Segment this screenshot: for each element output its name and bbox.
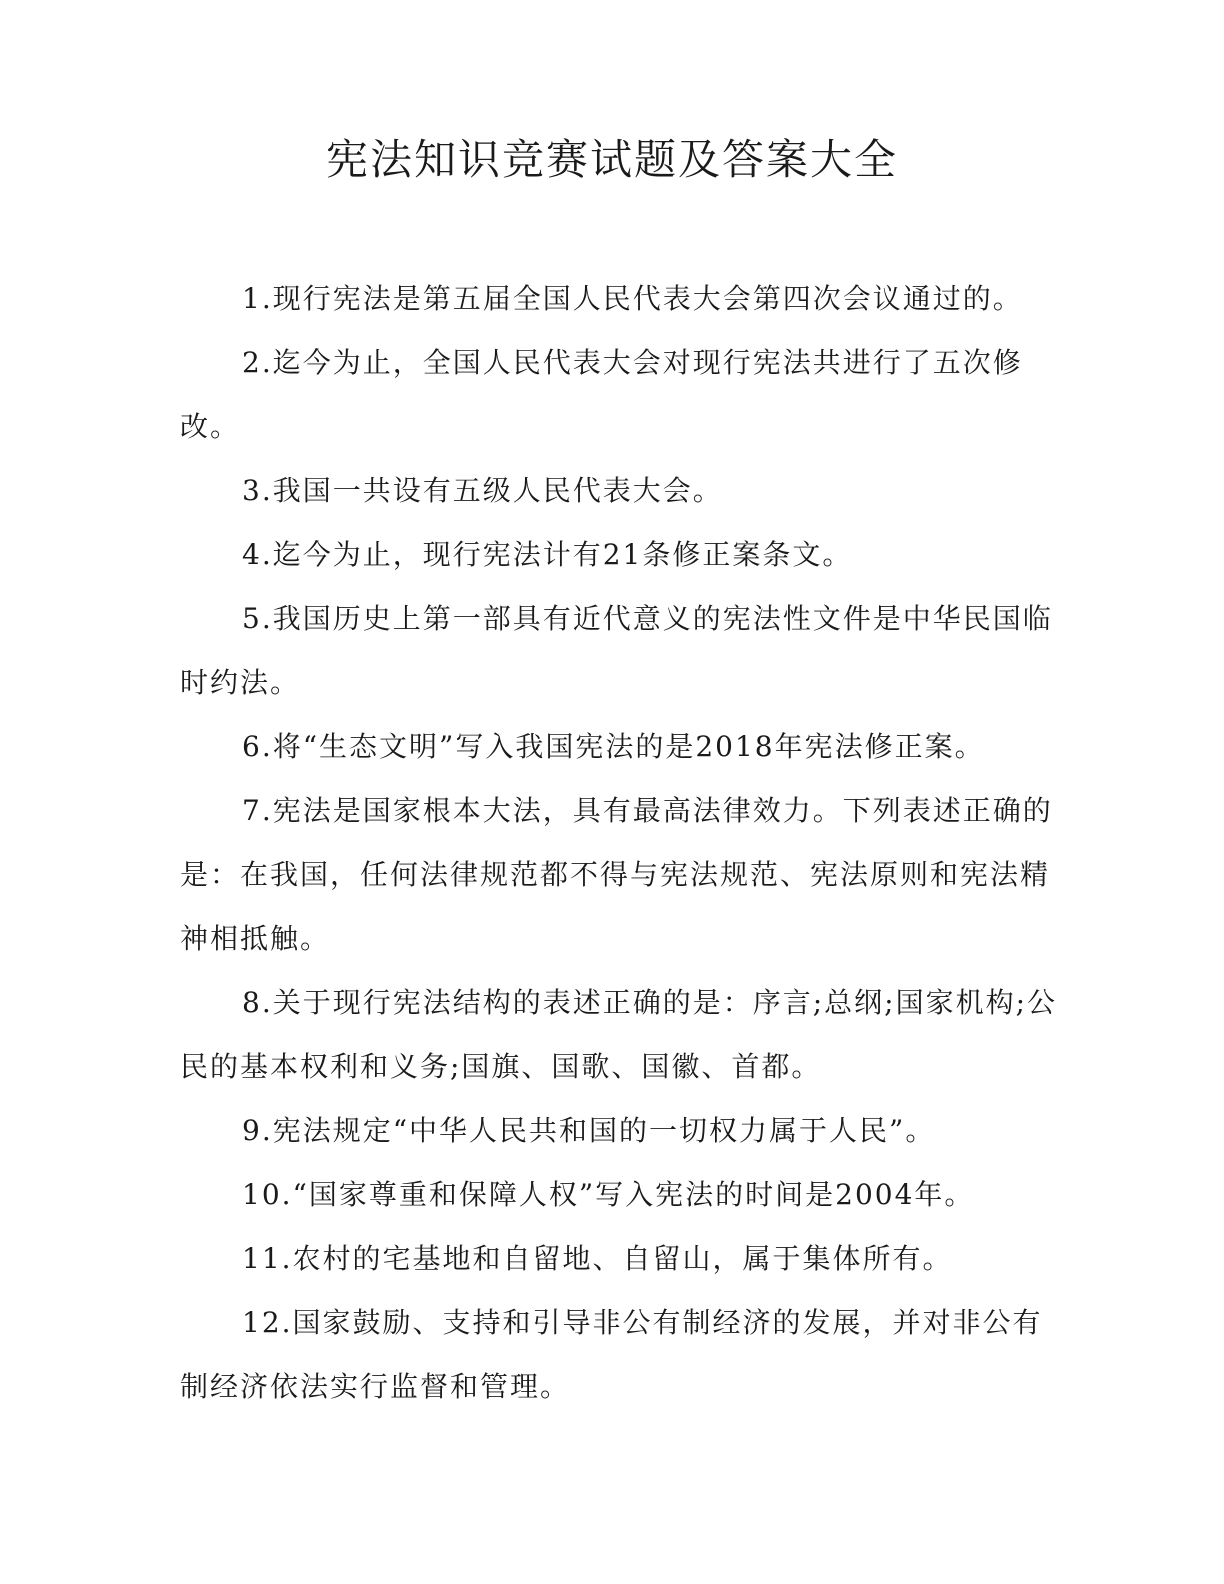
- paragraph-2: 2.迄今为止，全国人民代表大会对现行宪法共进行了五次修改。: [180, 346, 1023, 443]
- paragraph-1: 1.现行宪法是第五届全国人民代表大会第四次会议通过的。: [242, 282, 1023, 315]
- paragraph-7: 7.宪法是国家根本大法，具有最高法律效力。下列表述正确的是：在我国，任何法律规范都不得与宪法规范、宪法原则和宪法精神相抵触。: [180, 794, 1053, 955]
- document-title: 宪法知识竞赛试题及答案大全: [325, 135, 898, 184]
- paragraph-9: 9.宪法规定“中华人民共和国的一切权力属于人民”。: [242, 1114, 936, 1147]
- paragraph-5: 5.我国历史上第一部具有近代意义的宪法性文件是中华民国临时约法。: [180, 602, 1053, 699]
- paragraph-4: 4.迄今为止，现行宪法计有21条修正案条文。: [242, 538, 853, 571]
- paragraph-11: 11.农村的宅基地和自留地、自留山，属于集体所有。: [242, 1242, 953, 1275]
- paragraph-10: 10.“国家尊重和保障人权”写入宪法的时间是2004年。: [242, 1178, 975, 1211]
- document-body: [180, 267, 1060, 1419]
- paragraph-12: 12.国家鼓励、支持和引导非公有制经济的发展，并对非公有制经济依法实行监督和管理。: [180, 1306, 1043, 1403]
- paragraph-6: 6.将“生态文明”写入我国宪法的是2018年宪法修正案。: [242, 730, 985, 763]
- paragraph-3: 3.我国一共设有五级人民代表大会。: [242, 474, 723, 507]
- paragraph-8: 8.关于现行宪法结构的表述正确的是：序言;总纲;国家机构;公民的基本权利和义务;国旗、国歌、国徽、首都。: [180, 986, 1058, 1083]
